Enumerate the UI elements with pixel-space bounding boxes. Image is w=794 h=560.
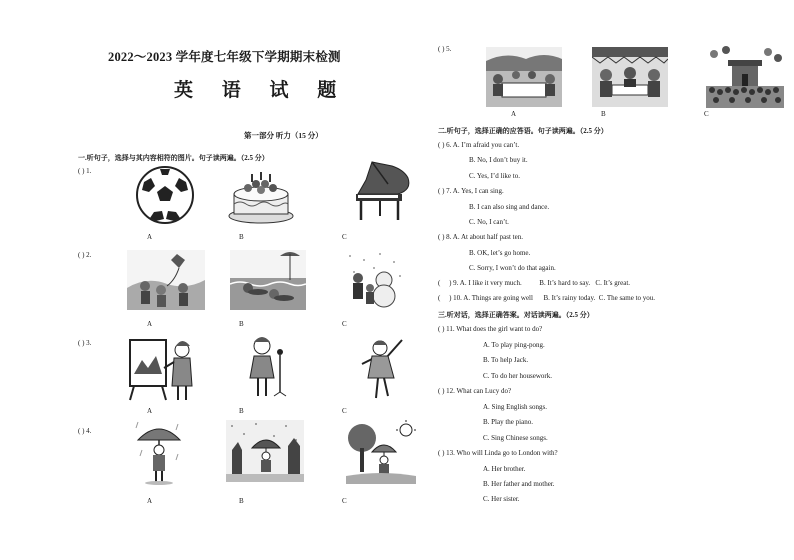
q5-picture-a [486, 47, 562, 107]
q2-picture-a [127, 250, 205, 310]
question-5-number: ( ) 5. [438, 45, 452, 53]
q2-option-c: C [342, 320, 347, 328]
q3-option-a: A [147, 407, 153, 415]
kids-swimming-beach-icon [230, 250, 306, 310]
kids-snow-play-icon [344, 250, 406, 312]
q6-option-c: C. Yes, I’d like to. [469, 172, 520, 180]
city-crowd-icon [706, 44, 784, 108]
question-4-number: ( ) 4. [78, 427, 92, 435]
question-1-number: ( ) 1. [78, 167, 92, 175]
q3-option-c: C [342, 407, 347, 415]
q5-option-b: B [601, 110, 606, 118]
q4-option-b: B [239, 497, 244, 505]
q4-picture-c [346, 420, 416, 484]
q2-option-b: B [239, 320, 244, 328]
q5-option-c: C [704, 110, 709, 118]
girl-painting-icon [126, 334, 200, 402]
q12-line: ( ) 12. What can Lucy do? [438, 387, 512, 395]
subject-title: 英 语 试 题 [174, 80, 349, 101]
q5-picture-b [592, 47, 668, 107]
boy-umbrella-sunny-icon [346, 420, 416, 484]
q9-line: ( ) 9. A. I like it very much. B. It’s hard to say. C. It’s great. [438, 279, 631, 287]
section2-instruction: 二.听句子，选择正确的应答语。句子读两遍。（2.5 分） [438, 127, 608, 135]
q1-picture-a [134, 164, 196, 226]
q2-option-a: A [147, 320, 153, 328]
section1-instruction: 一.听句子，选择与其内容相符的图片。句子读两遍。（2.5 分） [78, 154, 269, 162]
q11-option-c: C. To do her housework. [483, 372, 552, 380]
q13-option-a: A. Her brother. [483, 465, 526, 473]
boy-umbrella-snow-icon [226, 420, 304, 482]
q1-option-a: A [147, 233, 153, 241]
question-2-number: ( ) 2. [78, 251, 92, 259]
boy-umbrella-rain-icon [134, 420, 184, 486]
exam-title: 2022～2023 学年度七年级下学期期末检测 [108, 50, 341, 64]
q3-picture-b [240, 334, 294, 400]
girl-singing-mic-icon [240, 334, 294, 400]
q6-line: ( ) 6. A. I’m afraid you can’t. [438, 141, 520, 149]
children-party-icon [592, 47, 668, 107]
q13-option-c: C. Her sister. [483, 495, 520, 503]
kids-flying-kite-icon [127, 250, 205, 310]
q1-picture-b [228, 168, 294, 224]
q12-option-b: B. Play the piano. [483, 418, 533, 426]
q7-option-b: B. I can also sing and dance. [469, 203, 550, 211]
family-picnic-icon [486, 47, 562, 107]
q2-picture-c [344, 250, 406, 312]
q1-option-c: C [342, 233, 347, 241]
q11-line: ( ) 11. What does the girl want to do? [438, 325, 543, 333]
q8-line: ( ) 8. A. At about half past ten. [438, 233, 523, 241]
q8-option-c: C. Sorry, I won’t do that again. [469, 264, 556, 272]
q2-picture-b [230, 250, 306, 310]
q12-option-c: C. Sing Chinese songs. [483, 434, 548, 442]
q8-option-b: B. OK, let’s go home. [469, 249, 531, 257]
q5-picture-c [706, 44, 784, 108]
section3-instruction: 三.听对话，选择正确答案。对话读两遍。（2.5 分） [438, 311, 594, 319]
q4-picture-b [226, 420, 304, 482]
q1-option-b: B [239, 233, 244, 241]
q11-option-b: B. To help Jack. [483, 356, 529, 364]
soccer-ball-icon [134, 164, 196, 226]
q4-option-c: C [342, 497, 347, 505]
q7-line: ( ) 7. A. Yes, I can sing. [438, 187, 504, 195]
girl-dancing-icon [356, 334, 412, 402]
q4-option-a: A [147, 497, 153, 505]
question-3-number: ( ) 3. [78, 339, 92, 347]
q1-picture-c [352, 160, 414, 222]
birthday-cake-icon [228, 168, 294, 224]
q13-line: ( ) 13. Who will Linda go to London with? [438, 449, 558, 457]
q6-option-b: B. No, I don’t buy it. [469, 156, 528, 164]
q5-option-a: A [511, 110, 517, 118]
q7-option-c: C. No, I can’t. [469, 218, 509, 226]
part1-title: 第一部分 听力（15 分） [244, 131, 323, 140]
q13-option-b: B. Her father and mother. [483, 480, 555, 488]
q4-picture-a [134, 420, 184, 486]
q10-line: ( ) 10. A. Things are going well B. It’s rainy today. C. The same to you. [438, 294, 656, 302]
q3-picture-c [356, 334, 412, 402]
q3-picture-a [126, 334, 200, 402]
q11-option-a: A. To play ping-pong. [483, 341, 545, 349]
q3-option-b: B [239, 407, 244, 415]
q12-option-a: A. Sing English songs. [483, 403, 547, 411]
grand-piano-icon [352, 160, 414, 222]
